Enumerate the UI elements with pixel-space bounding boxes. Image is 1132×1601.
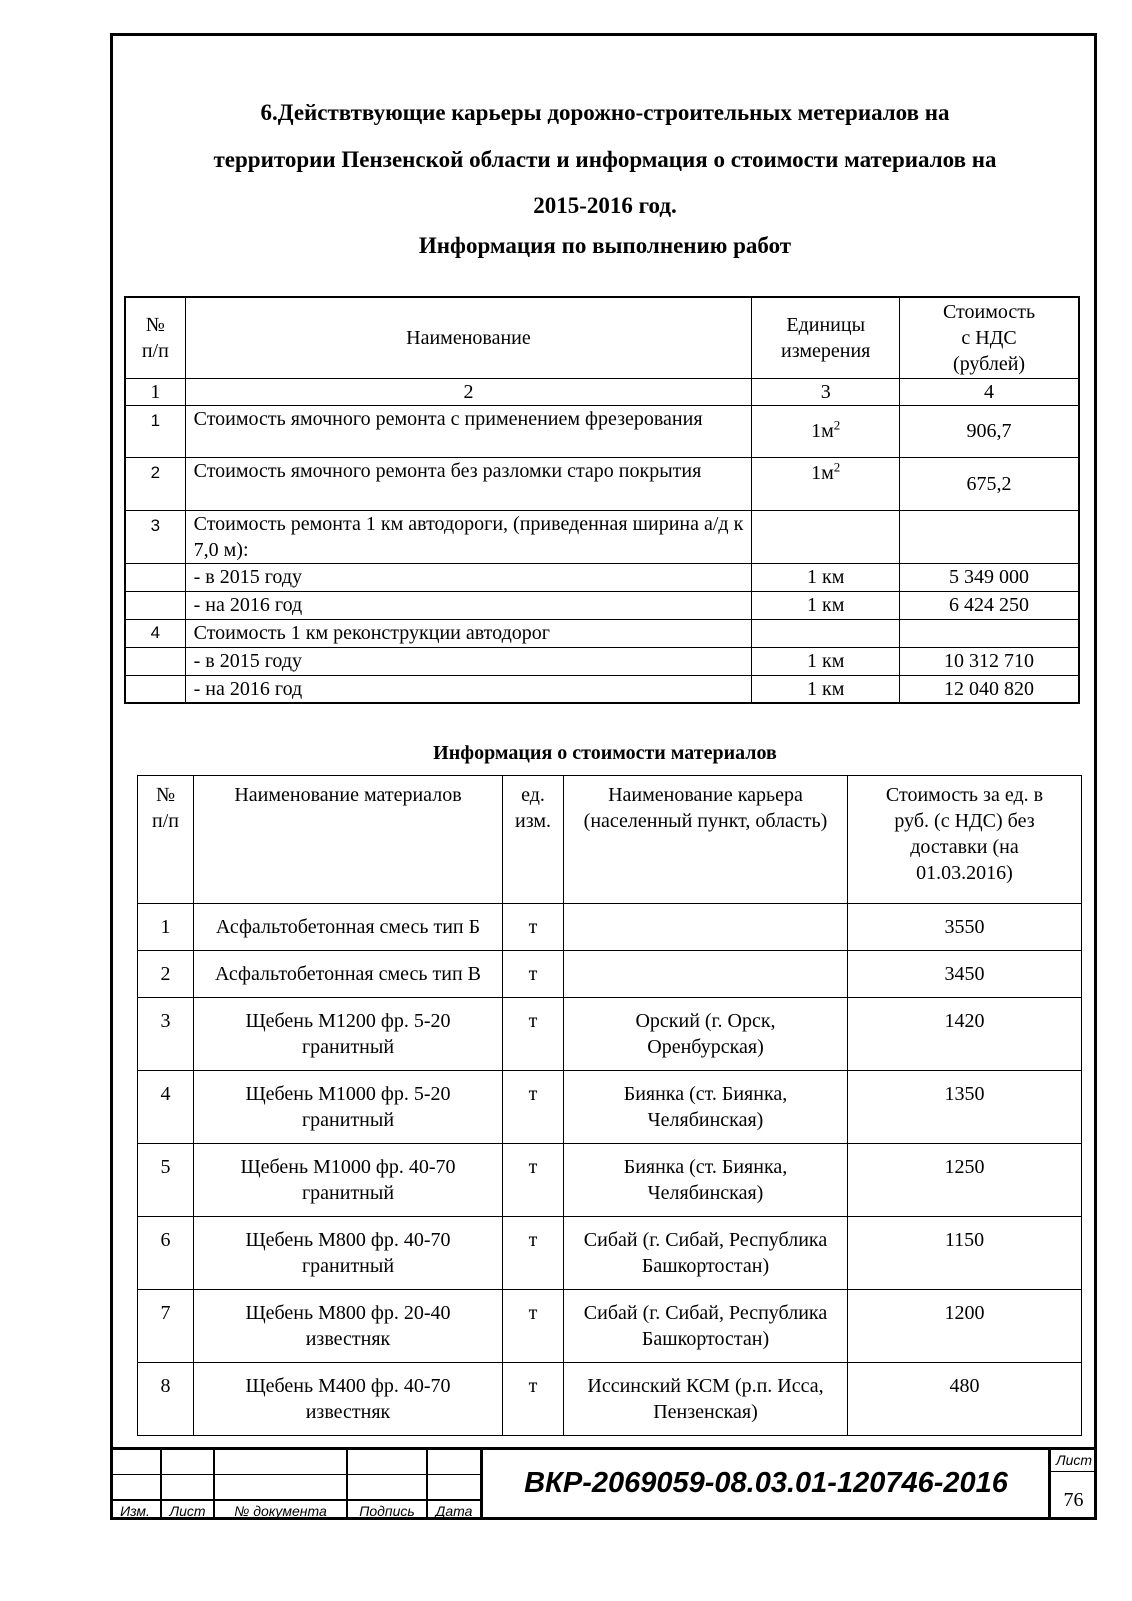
row-quarry — [564, 951, 848, 998]
table-header-row — [138, 776, 1082, 904]
row-number: 6 — [138, 1217, 194, 1290]
row-number: 2 — [138, 951, 194, 998]
row-number: 3 — [125, 510, 185, 563]
table-row — [125, 647, 1079, 675]
table-row — [125, 405, 1079, 457]
row-cost: 5 349 000 — [900, 563, 1079, 591]
table-header-row — [125, 297, 1079, 378]
title-line: 2015-2016 год. — [533, 193, 677, 218]
row-number: 1 — [138, 904, 194, 951]
row-unit — [752, 510, 900, 563]
unit-superscript: 2 — [833, 417, 841, 433]
header-cell: № п/п — [138, 776, 194, 904]
row-name: - в 2015 году — [185, 647, 752, 675]
row-number: 3 — [138, 998, 194, 1071]
row-name: Стоимость ямочного ремонта с применением фрезерования — [185, 405, 752, 457]
row-name: Стоимость ямочного ремонта без разломки старо покрытия — [185, 457, 752, 510]
row-unit — [752, 405, 900, 457]
title-block-stamp — [110, 1447, 1097, 1520]
table-row — [125, 619, 1079, 647]
row-quarry: Иссинский КСМ (р.п. Исса, Пензенская) — [564, 1363, 848, 1436]
row-quarry: Сибай (г. Сибай, Республика Башкортостан) — [564, 1290, 848, 1363]
column-number: 3 — [752, 378, 900, 405]
row-price: 1250 — [848, 1144, 1082, 1217]
sheet-label: Лист — [1055, 1452, 1093, 1468]
row-price: 480 — [848, 1363, 1082, 1436]
unit-superscript: 2 — [833, 458, 841, 474]
unit-text: 1м — [811, 461, 834, 484]
table-row — [125, 563, 1079, 591]
row-number: 5 — [138, 1144, 194, 1217]
row-price: 1150 — [848, 1217, 1082, 1290]
row-name: - на 2016 год — [185, 591, 752, 619]
row-number — [125, 591, 185, 619]
row-price: 1350 — [848, 1071, 1082, 1144]
stamp-caption: Дата — [435, 1503, 473, 1519]
row-quarry — [564, 904, 848, 951]
document-code: ВКР-2069059-08.03.01-120746-2016 — [524, 1467, 1008, 1499]
row-unit: т — [503, 1290, 564, 1363]
table-row — [138, 1217, 1082, 1290]
row-cost: 12 040 820 — [900, 675, 1079, 703]
row-price: 3450 — [848, 951, 1082, 998]
row-unit: 1 км — [752, 675, 900, 703]
row-material: Щебень М1200 фр. 5-20 гранитный — [194, 998, 503, 1071]
table-row — [125, 457, 1079, 510]
row-price: 1420 — [848, 998, 1082, 1071]
row-material: Щебень М1000 фр. 40-70 гранитный — [194, 1144, 503, 1217]
sheet-number: 76 — [1063, 1489, 1084, 1511]
column-number: 2 — [185, 378, 752, 405]
table-row — [138, 951, 1082, 998]
column-number: 4 — [900, 378, 1079, 405]
table-row — [125, 510, 1079, 563]
row-unit: 1 км — [752, 591, 900, 619]
row-number: 8 — [138, 1363, 194, 1436]
page-title — [113, 90, 1097, 230]
unit-text: 1м — [811, 420, 834, 442]
header-cell: Стоимость за ед. в руб. (с НДС) без доставки (на 01.03.2016) — [848, 776, 1082, 904]
row-material: Щебень М800 фр. 40-70 гранитный — [194, 1217, 503, 1290]
row-unit: т — [503, 1144, 564, 1217]
row-number: 4 — [125, 619, 185, 647]
row-price: 1200 — [848, 1290, 1082, 1363]
stamp-border — [110, 1447, 1097, 1450]
table-row — [138, 1290, 1082, 1363]
row-unit: 1 км — [752, 647, 900, 675]
row-material: Асфальтобетонная смесь тип В — [194, 951, 503, 998]
row-name: Стоимость 1 км реконструкции автодорог — [185, 619, 752, 647]
header-cell: Наименование карьера (населенный пункт, область) — [564, 776, 848, 904]
row-number: 2 — [125, 457, 185, 510]
table-row — [138, 1144, 1082, 1217]
row-price: 3550 — [848, 904, 1082, 951]
stamp-caption: № документа — [234, 1503, 327, 1519]
row-unit: т — [503, 904, 564, 951]
row-number: 1 — [125, 405, 185, 457]
row-cost: 906,7 — [900, 405, 1079, 457]
header-cell: Единицы измерения — [752, 297, 900, 378]
header-cell: Наименование материалов — [194, 776, 503, 904]
stamp-caption: Изм. — [120, 1503, 150, 1519]
table-row — [138, 904, 1082, 951]
stamp-caption: Подпись — [359, 1503, 415, 1519]
table-row — [125, 591, 1079, 619]
stamp-line — [1048, 1471, 1097, 1472]
row-unit: 1 км — [752, 563, 900, 591]
column-number: 1 — [125, 378, 185, 405]
table-row — [138, 1071, 1082, 1144]
row-number — [125, 563, 185, 591]
row-quarry: Орский (г. Орск, Оренбурская) — [564, 998, 848, 1071]
title-line: 6.Действтвующие карьеры дорожно-строительных метериалов на — [260, 100, 950, 125]
row-unit — [752, 619, 900, 647]
row-unit: т — [503, 1217, 564, 1290]
header-cell: № п/п — [125, 297, 185, 378]
row-number: 4 — [138, 1071, 194, 1144]
row-name: Стоимость ремонта 1 км автодороги, (приведенная ширина а/д к 7,0 м): — [185, 510, 752, 563]
row-unit — [752, 457, 900, 510]
row-number — [125, 675, 185, 703]
table-row — [138, 998, 1082, 1071]
materials-title: Информация о стоимости материалов — [433, 742, 777, 764]
row-quarry: Сибай (г. Сибай, Республика Башкортостан) — [564, 1217, 848, 1290]
row-unit: т — [503, 1363, 564, 1436]
row-quarry: Биянка (ст. Биянка, Челябинская) — [564, 1071, 848, 1144]
row-quarry: Биянка (ст. Биянка, Челябинская) — [564, 1144, 848, 1217]
row-number: 7 — [138, 1290, 194, 1363]
column-number-row — [125, 378, 1079, 405]
stamp-caption: Лист — [169, 1503, 206, 1519]
row-unit: т — [503, 998, 564, 1071]
table-row — [138, 1363, 1082, 1436]
row-material: Щебень М1000 фр. 5-20 гранитный — [194, 1071, 503, 1144]
title-line: территории Пензенской области и информация о стоимости материалов на — [213, 146, 997, 172]
row-number — [125, 647, 185, 675]
row-unit: т — [503, 951, 564, 998]
row-material: Щебень М400 фр. 40-70 известняк — [194, 1363, 503, 1436]
row-material: Щебень М800 фр. 20-40 известняк — [194, 1290, 503, 1363]
header-cell: ед. изм. — [503, 776, 564, 904]
table-row — [125, 675, 1079, 703]
row-cost — [900, 510, 1079, 563]
row-cost: 10 312 710 — [900, 647, 1079, 675]
row-cost: 675,2 — [900, 457, 1079, 510]
row-name: - в 2015 году — [185, 563, 752, 591]
row-cost — [900, 619, 1079, 647]
works-table — [124, 296, 1080, 704]
row-name: - на 2016 год — [185, 675, 752, 703]
row-unit: т — [503, 1071, 564, 1144]
header-cell: Стоимость с НДС (рублей) — [900, 297, 1079, 378]
works-subtitle: Информация по выполнению работ — [418, 233, 792, 258]
row-cost: 6 424 250 — [900, 591, 1079, 619]
row-material: Асфальтобетонная смесь тип Б — [194, 904, 503, 951]
materials-table — [137, 775, 1082, 1436]
header-cell: Наименование — [185, 297, 752, 378]
